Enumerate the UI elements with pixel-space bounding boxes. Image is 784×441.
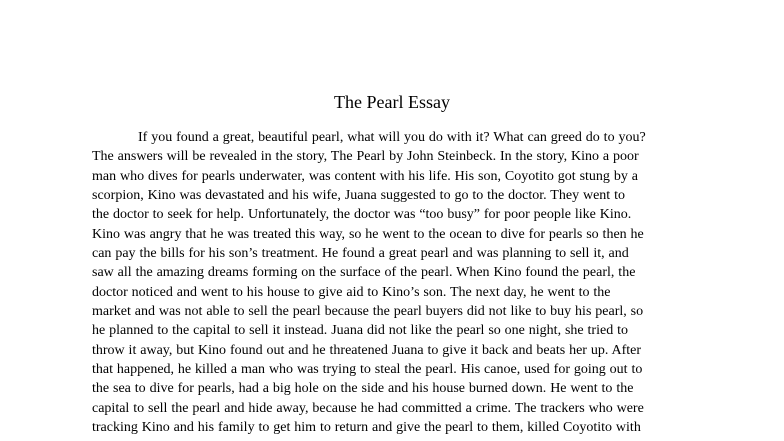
essay-line: that happened, he killed a man who was trying to steal the pearl. His canoe, used for going out to: [92, 362, 643, 378]
essay-line: scorpion, Kino was devastated and his wife, Juana suggested to go to the doctor. They went to: [92, 188, 625, 204]
essay-line: tracking Kino and his family to get him to return and give the pearl to them, killed Coyotito with: [92, 420, 641, 436]
essay-line: he planned to the capital to sell it instead. Juana did not like the pearl so one night, she tried to: [92, 323, 628, 339]
essay-line: the doctor to seek for help. Unfortunately, the doctor was “too busy” for poor people like Kino.: [92, 207, 632, 223]
essay-line: throw it away, but Kino found out and he threatened Juana to give it back and beats her up. After: [92, 342, 642, 358]
essay-line: Kino was angry that he was treated this way, so he went to the ocean to dive for pearls so then he: [92, 226, 644, 242]
essay-line: can pay the bills for his son’s treatment. He found a great pearl and was planning to sell it, and: [92, 246, 629, 262]
essay-line: saw all the amazing dreams forming on the surface of the pearl. When Kino found the pearl, the: [92, 265, 636, 281]
essay-line: market and was not able to sell the pearl because the pearl buyers did not like to buy his pearl, so: [92, 304, 644, 320]
essay-body: [92, 128, 698, 438]
page-title: The Pearl Essay: [334, 92, 450, 112]
essay-line: capital to sell the pearl and hide away, because he had committed a crime. The trackers who were: [92, 400, 644, 416]
essay-line: the sea to dive for pearls, had a big hole on the side and his house burned down. He went to the: [92, 381, 634, 397]
essay-line: doctor noticed and went to his house to give aid to Kino’s son. The next day, he went to the: [92, 284, 611, 300]
essay-line: man who dives for pearls underwater, was content with his life. His son, Coyotito got stung by a: [92, 168, 638, 184]
essay-line: If you found a great, beautiful pearl, what will you do with it? What can greed do to you?: [138, 130, 646, 145]
essay-line: The answers will be revealed in the story, The Pearl by John Steinbeck. In the story, Kino a poor: [92, 149, 639, 165]
